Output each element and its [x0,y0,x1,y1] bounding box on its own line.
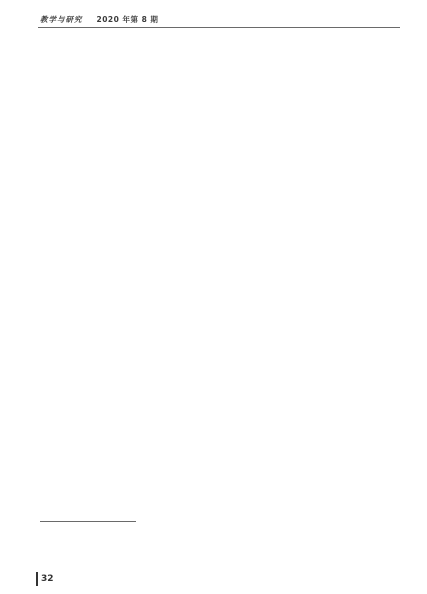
paragraph [40,336,393,492]
page-number: 32 [41,574,54,584]
paragraph [40,492,393,555]
footnote-rule [40,521,136,522]
journal-title: 教学与研究 [40,14,83,24]
paragraph [40,46,393,222]
footnote [40,535,393,544]
footnotes [40,526,393,544]
footnote [40,526,393,535]
paragraph [40,222,393,336]
article-body [40,36,393,555]
page-number-marker [36,572,58,586]
running-header [40,12,394,26]
paragraph-continuation [40,36,393,46]
header-rule [38,27,400,28]
issue-label: 2020 年第 8 期 [96,14,159,24]
